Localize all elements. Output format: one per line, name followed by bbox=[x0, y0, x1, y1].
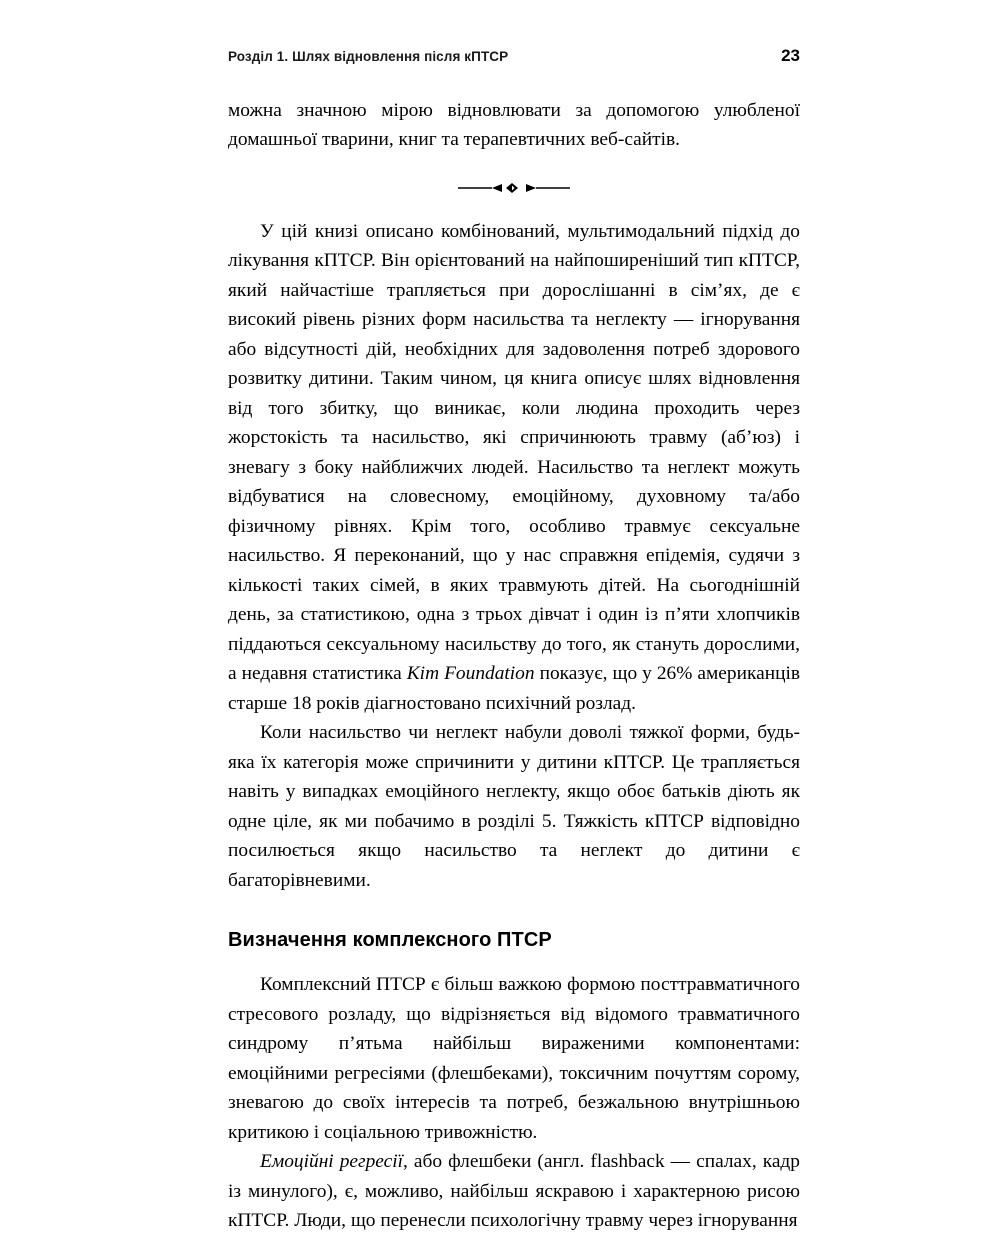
running-head: Розділ 1. Шлях відновлення після кПТСР bbox=[228, 49, 509, 64]
page-number: 23 bbox=[781, 46, 800, 65]
paragraph-text-rest: , або флешбеки (англ. flashback — спалах, кадр із минулого), є, можливо, найбільш яскравою і характерною рисою кПТСР. Люди, що перенесли психологічну травму через ігнорування bbox=[228, 1151, 800, 1231]
paragraph-text-part1: У цій книзі описано комбінований, мультимодальний підхід до лікування кПТСР. Він орієнтований на найпоширеніший тип кПТСР, який найчастіше трапляється при дорослішанні в сім’ях, де є високий рівень різних форм насильства та неглекту — ігнорування або відсутності дій, необхідних для задоволення потреб здорового розвитку дитини. Таким чином, ця книга описує шлях відновлення від того збитку, що виникає, коли людина проходить через жорстокість та насильство, які спричинюють травму (аб’юз) і зневагу з боку найближчих людей. Насильство та неглект можуть відбуватися на словесному, емоційному, духовному та/або фізичному рівнях. Крім того, особливо травмує сексуальне насильство. Я переконаний, що у нас справжня епідемія, судячи з кількості таких сімей, в яких травмують дітей. На сьогоднішній день, за статистикою, одна з трьох дівчат і один із п’яти хлопчиків піддаються сексуальному насильству до того, як стануть дорослими, а недавня статистика bbox=[228, 220, 800, 685]
page-header bbox=[228, 46, 800, 66]
paragraph-continuation: можна значною мірою відновлювати за допомогою улюбленої домашньої тварини, книг та терапевтичних веб-сайтів. bbox=[228, 100, 800, 151]
paragraph-definition: Комплексний ПТСР є більш важкою формою посттравматичного стресового розладу, що відрізняється від відомого травматичного синдрому п’ятьма найбільш вираженими компонентами: емоційними регресіями (флешбеками), токсичним почуттям сорому, зневагою до своїх інтересів та потреб, безжальною внутрішньою критикою і соціальною тривожністю. bbox=[228, 974, 800, 1143]
paragraph-text-part2: показує, що у 26% американців старше 18 років діагностовано психічний розлад. bbox=[228, 663, 800, 714]
term-italic: Емоційні регресії bbox=[260, 1151, 404, 1173]
paragraph-severity: Коли насильство чи неглект набули доволі тяжкої форми, будь-яка їх категорія може спричинити у дитини кПТСР. Це трапляється навіть у випадках емоційного неглекту, якщо обоє батьків діють як одне ціле, як ми побачимо в розділі 5. Тяжкість кПТСР відповідно посилюється якщо насильство та неглект до дитини є багаторівневими. bbox=[228, 722, 800, 891]
paragraph-main-approach bbox=[228, 217, 800, 718]
section-heading: Визначення комплексного ПТСР bbox=[228, 929, 552, 952]
diamond-ornament-icon bbox=[228, 177, 800, 199]
organization-name-italic: Kim Foundation bbox=[406, 663, 535, 685]
paragraph-flashbacks bbox=[228, 1147, 800, 1235]
